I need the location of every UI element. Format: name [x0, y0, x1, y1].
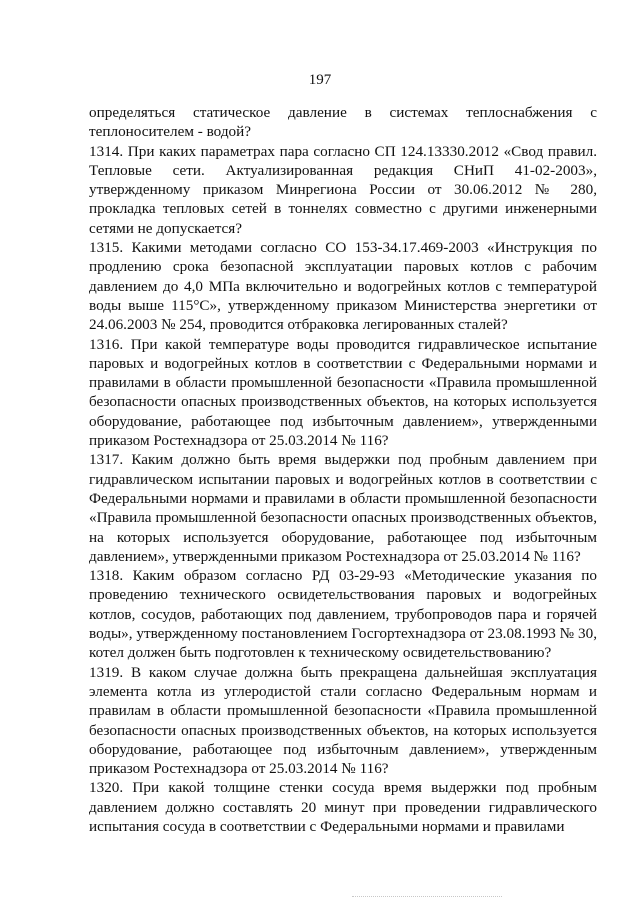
question-1316: 1316. При какой температуре воды проводится гидравлическое испытание паровых и водогрейных котлов в соответствии с Федеральными нормами и правилами в области промышленной безопасности «Правила промышленной безопасности опасных производственных объектов, на которых используется оборудование, работающее под избыточным давлением», утвержденными приказом Ростехнадзора от 25.03.2014 № 116? [89, 335, 597, 450]
page-number: 197 [308, 72, 332, 88]
question-1315: 1315. Какими методами согласно СО 153-34.17.469-2003 «Инструкция по продлению срока безопасной эксплуатации паровых котлов с рабочим давлением до 4,0 МПа включительно и водогрейных котлов с температурой воды выше 115°С», утвержденному приказом Министерства энергетики от 24.06.2003 № 254, проводится отбраковка легированных сталей? [89, 239, 597, 334]
question-continuation: определяться статическое давление в системах теплоснабжения с теплоносителем - водой? [89, 104, 597, 141]
question-1318: 1318. Каким образом согласно РД 03-29-93 «Методические указания по проведению технического освидетельствования паровых и водогрейных котлов, сосудов, работающих под давлением, трубопроводов пара и горячей воды», утвержденному постановлением Госгортехнадзора от 23.08.1993 № 30, котел должен быть подготовлен к техническому освидетельствованию? [89, 567, 597, 662]
question-1319: 1319. В каком случае должна быть прекращена дальнейшая эксплуатация элемента котла из углеродистой стали согласно Федеральным нормам и правилам в области промышленной безопасности «Правила промышленной безопасности опасных производственных объектов, на которых используется оборудование, работающее под избыточным давлением», утвержденным приказом Ростехнадзора от 25.03.2014 № 116? [89, 663, 597, 778]
scan-artifact-divider [352, 896, 502, 899]
page-body [89, 103, 597, 836]
question-1317: 1317. Каким должно быть время выдержки под пробным давлением при гидравлическом испытании паровых и водогрейных котлов в соответствии с Федеральными нормами и правилами в области промышленной безопасности «Правила промышленной безопасности опасных производственных объектов, на которых используется оборудование, работающее под избыточным давлением», утвержденными приказом Ростехнадзора от 25.03.2014 № 116? [89, 451, 597, 565]
question-1314: 1314. При каких параметрах пара согласно СП 124.13330.2012 «Свод правил. Тепловые сети. Актуализированная редакция СНиП 41-02-2003», утвержденному приказом Минрегиона России от 30.06.2012 № 280, прокладка тепловых сетей в тоннелях совместно с другими инженерными сетями не допускается? [89, 142, 597, 237]
question-1320: 1320. При какой толщине стенки сосуда время выдержки под пробным давлением должно составлять 20 минут при проведении гидравлического испытания сосуда в соответствии с Федеральными нормами и правилами [89, 779, 597, 835]
